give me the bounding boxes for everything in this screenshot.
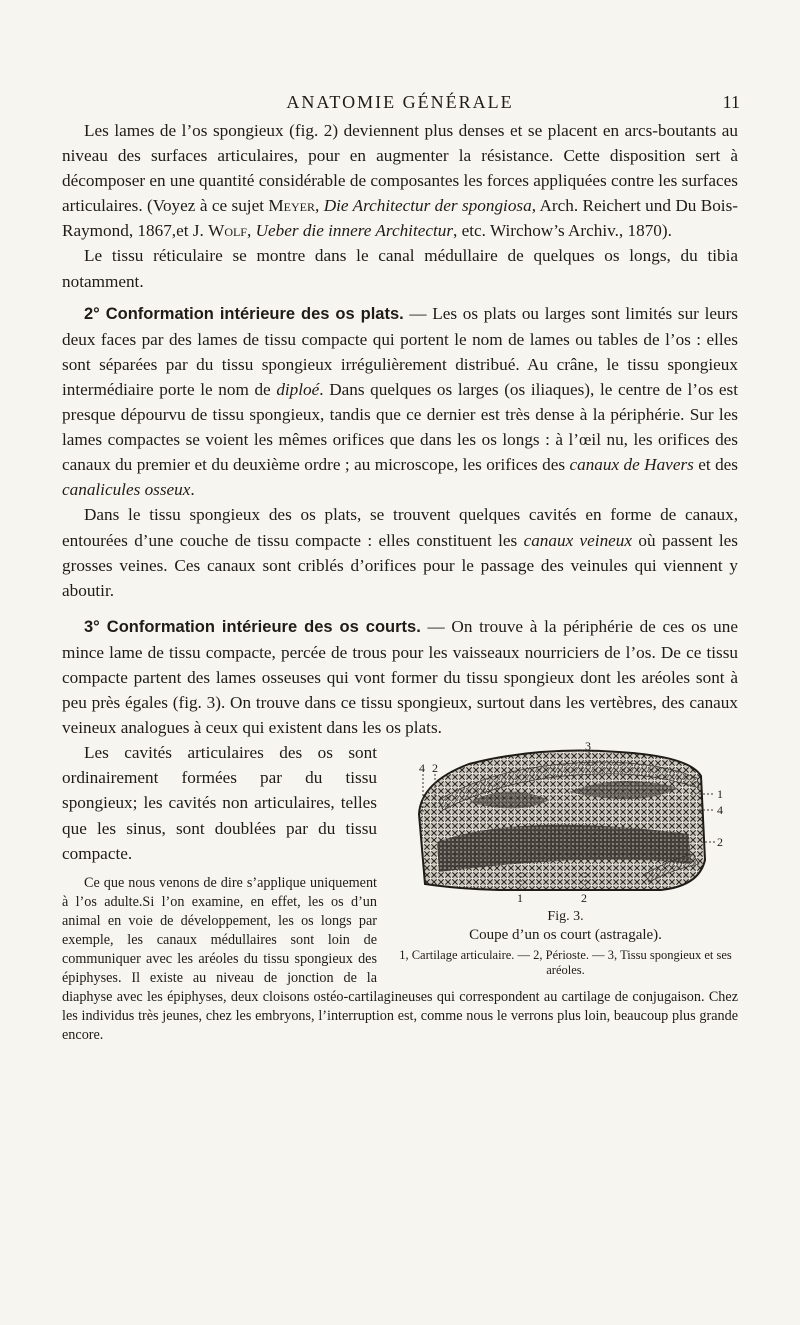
page-number: 11 [722, 92, 740, 112]
text-run: et des [693, 455, 738, 475]
text-run: , [247, 221, 256, 241]
astragale-section-illustration [399, 742, 734, 892]
text-run: Les lames de l’os spongieux (fig. 2) deviennent plus denses et se placent en arcs-boutants au niveau des surfaces articulaires, pour en augmenter la résistance. Cette disposition sert à décomposer en une quantité considérable de composantes les forces appliquées contre les surfaces articulaires. (Voyez à ce sujet [62, 121, 738, 216]
author-wolf: Wolf [208, 221, 247, 241]
term-diploe: diploé [276, 379, 320, 399]
fig-bottom-numbers [393, 892, 738, 906]
text-run: . [190, 480, 195, 500]
text-run: , [315, 196, 324, 216]
title-architectur-spongiosa: Die Architectur der spongiosa [323, 196, 532, 216]
fig-number-1-right: 1 [717, 787, 723, 802]
term-canalicules-osseux: canalicules osseux [62, 480, 191, 500]
fig-number-4-right: 4 [717, 803, 723, 818]
text-run: . Dans quelques os larges (os iliaques), le centre de l’os est presque dépourvu de tissu spongieux, tandis que ce dernier est très dense à la périphérie. Sur les lames compactes se voient les mêmes orifices que dans les os longs : à l’œil nu, les orifices des canaux du premier et du deuxième ordre ; au microscope, les orifices des [62, 379, 738, 475]
text-run: — Les os plats ou larges sont limités sur leurs deux faces par des lames de tissu compacte qui portent le nom de lames ou tables de l’os : elles sont séparées par du tissu spongieux irrégulièrement distribué. Au crâne, le tissu spongieux intermédiaire porte le nom de [62, 303, 738, 399]
body-text [62, 118, 738, 1046]
fig-number-3-top: 3 [585, 742, 591, 754]
term-canaux-de-havers: canaux de Havers [569, 455, 694, 475]
figure-label: Fig. 3. [547, 909, 584, 925]
author-meyer: Meyer [268, 196, 316, 216]
section-heading-os-courts: 3° Conformation intérieure des os courts. [84, 617, 421, 636]
section-heading-os-plats: 2° Conformation intérieure des os plats. [84, 304, 404, 323]
paragraph-arcs-boutants [62, 118, 738, 243]
figure-legend: 1, Cartilage articulaire. — 2, Périoste. — 3, Tissu spongieux et ses aréoles. [399, 948, 732, 978]
paragraph-cavites-articulaires: Les cavités articulaires des os sont ordinairement formées par du tissu spongieux; les cavités non articulaires, telles que les sinus, sont doublées par du tissu compacte. [62, 743, 377, 863]
paragraph-os-adulte-note: Ce que nous venons de dire s’applique uniquement à l’os adulte.Si l’on examine, en effet, les os d’un animal en voie de développement, les os longs par exemple, les canaux médullaires sont loin de communiquer avec les aréoles du tissu spongieux des épiphyses. Il existe au niveau de jonction de la diaphyse avec les épiphyses, deux cloisons ostéo-cartilagineuses qui correspondent au cartilage de conjugaison. Chez les individus très jeunes, chez les embryons, l’interruption est, comme nous le verrons plus loin, beaucoup plus grande encore. [62, 874, 738, 1044]
fig-number-1-bottom: 1 [517, 891, 523, 906]
text-run: , Arch. Reichert und Du Bois-Raymond, 1867,et J. [62, 196, 738, 241]
text-run: — On trouve à la périphérie de ces os une mince lame de tissu compacte, percée de trous pour les vaisseaux nourriciers de l’os. De ce tissu compacte partent des lames osseuses qui vont former du tissu spongieux dont les aréoles sont à peu près égales (fig. 3). On trouve dans ce tissu spongieux, surtout dans les vertèbres, des canaux veineux analogues à ceux qui existent dans les os plats. [62, 616, 738, 738]
paragraph-tissu-reticulaire: Le tissu réticulaire se montre dans le canal médullaire de quelques os longs, du tibia notamment. [62, 246, 738, 291]
title-innere-architectur: Ueber die innere Architectur [255, 221, 454, 241]
paragraph-os-courts [62, 614, 738, 740]
term-canaux-veineux: canaux veineux [523, 530, 633, 550]
figure-3 [393, 742, 738, 978]
running-title: ANATOMIE GÉNÉRALE [286, 92, 514, 112]
text-run: où passent les grosses veines. Ces canaux sont criblés d’orifices pour le passage des veinules qui viennent y aboutir. [62, 530, 738, 600]
paragraph-os-plats [62, 301, 738, 503]
text-run: Dans le tissu spongieux des os plats, se trouvent quelques cavités en forme de canaux, entourées d’une couche de tissu compacte : elles constituent les [62, 505, 738, 550]
fig-number-2-bottom: 2 [581, 891, 587, 906]
paragraph-canaux-veineux [62, 502, 738, 602]
figure-caption: Coupe d’un os court (astragale). [469, 927, 662, 944]
fig-number-4-left: 4 [419, 761, 425, 776]
fig-number-2-left: 2 [432, 761, 438, 776]
fig-number-2-right: 2 [717, 835, 723, 850]
running-header [60, 92, 740, 118]
text-run: , etc. Wirchow’s Archiv., 1870). [453, 221, 672, 241]
